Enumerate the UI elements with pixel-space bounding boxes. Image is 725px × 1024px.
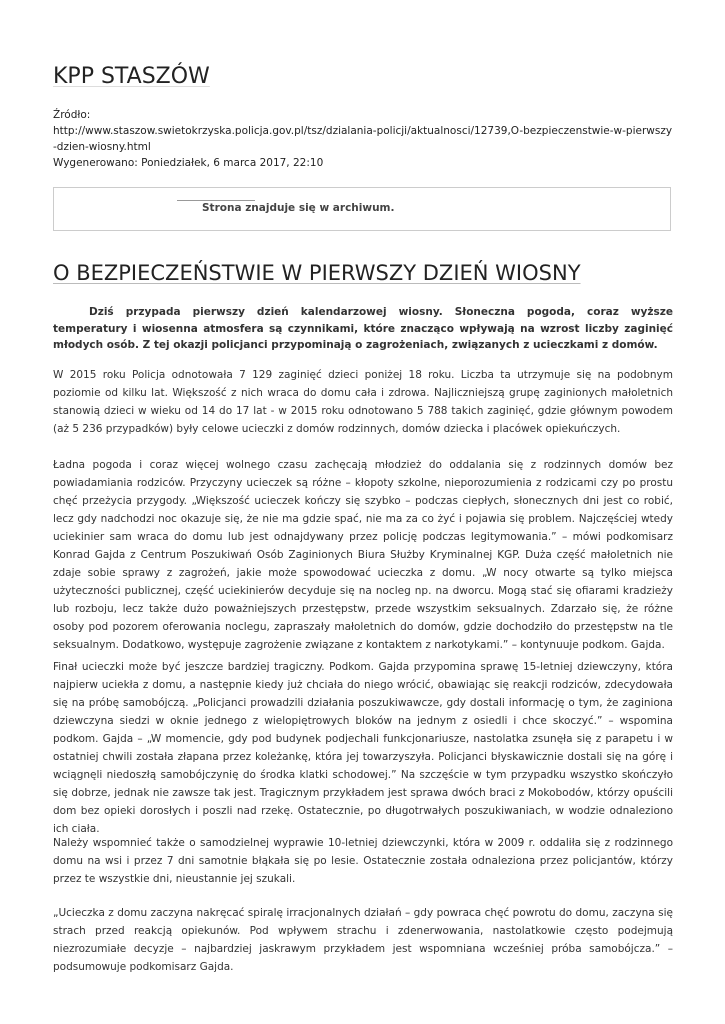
article-paragraph-4: Należy wspomnieć także o samodzielnej wyprawie 10-letniej dziewczynki, która w 2009 r. oddaliła się z rodzinnego domu na wsi i przez 7 dni samotnie błąkała się po lesie. Ostatecznie została odnaleziona przez policjantów, którzy przez te wszystkie dni, nieustannie jej szukali. bbox=[53, 837, 673, 885]
source-metadata bbox=[53, 107, 675, 171]
source-url: http://www.staszow.swietokrzyska.policja.gov.pl/tsz/dzialania-policji/aktualnosci/12739,O-bezpieczenstwie-w-pierwszy-dzien-wiosny.html bbox=[53, 125, 673, 153]
article-paragraph-3: Finał ucieczki może być jeszcze bardziej tragiczny. Podkom. Gajda przypomina sprawę 15-letniej dziewczyny, która najpierw uciekła z domu, a następnie kiedy już chciała do niego wrócić, obawiając się reakcji rodziców, zdecydowała się na próbę samobójczą. „Policjanci prowadzili działania poszukiwawcze, gdy dostali informację o tym, że zaginiona dziewczyna siedzi w oknie jednego z wielopiętrowych bloków na jednym z osiedli i chce skoczyć.” – wspomina podkom. Gajda – „W momencie, gdy pod budynek podjechali funkcjonariusze, nastolatka zsunęła się z parapetu i w ostatniej chwili została złapana przez koleżankę, która jej towarzyszyła. Policjanci błyskawicznie dostali się na górę i wciągnęli niedoszłą samobójczynię do środka klatki schodowej.” Na szczęście w tym przypadku wszystko skończyło się dobrze, jednak nie zawsze tak jest. Tragicznym przykładem jest sprawa dwóch braci z Mokobodów, którzy opuścili dom bez opieki dorosłych i poszli nad rzekę. Ostatecznie, po długotrwałych poszukiwaniach, w wodzie odnaleziono ich ciała. bbox=[53, 661, 673, 835]
article-paragraph-1: W 2015 roku Policja odnotowała 7 129 zaginięć dzieci poniżej 18 roku. Liczba ta utrzymuje się na podobnym poziomie od kilku lat. Większość z nich wraca do domu cała i zdrowa. Najliczniejszą grupę zaginionych małoletnich stanowią dzieci w wieku od 14 do 17 lat - w 2015 roku odnotowano 5 788 takich zaginięć, gdzie głównym powodem (aż 5 236 przypadków) były celowe ucieczki z domów rodzinnych, domów dziecka i placówek opiekuńczych. bbox=[53, 369, 673, 435]
source-label: Źródło: bbox=[53, 109, 91, 121]
generated-timestamp: Wygenerowano: Poniedziałek, 6 marca 2017, 22:10 bbox=[53, 157, 324, 169]
article-lead: Dziś przypada pierwszy dzień kalendarzowej wiosny. Słoneczna pogoda, coraz wyższe temperatury i wiosenna atmosfera są czynnikami, które znacząco wpływają na wzrost liczby zaginięć młodych osób. Z tej okazji policjanci przypominają o zagrożeniach, związanych z ucieczkami z domów. bbox=[53, 306, 673, 351]
archive-notice-divider bbox=[177, 200, 255, 201]
archive-notice-text: Strona znajduje się w archiwum. bbox=[202, 202, 395, 214]
article-title: O BEZPIECZEŃSTWIE W PIERWSZY DZIEŃ WIOSNY bbox=[53, 261, 581, 285]
article-paragraph-5: „Ucieczka z domu zaczyna nakręcać spiralę irracjonalnych działań – gdy powraca chęć powrotu do domu, zaczyna się strach przed reakcją opiekunów. Pod wpływem strachu i zdenerwowania, nastolatkowie często podejmują niezrozumiałe decyzje – najbardziej jaskrawym przykładem jest wspomniana wcześniej próba samobójcza.” – podsumowuje podkomisarz Gajda. bbox=[53, 907, 673, 973]
site-title: KPP STASZÓW bbox=[53, 64, 210, 89]
archive-notice-box bbox=[53, 187, 671, 231]
article-paragraph-2: Ładna pogoda i coraz więcej wolnego czasu zachęcają młodzież do oddalania się z rodzinnych domów bez powiadamiania rodziców. Przyczyny ucieczek są różne – kłopoty szkolne, nieporozumienia z rodzicami czy po prostu chęć przeżycia przygody. „Większość ucieczek kończy się szybko – podczas ciepłych, słonecznych dni jest co robić, lecz gdy nadchodzi noc okazuje się, że nie ma gdzie spać, nie ma za co żyć i pojawia się problem. Najczęściej wtedy uciekinier sam wraca do domu lub jest odnajdywany przez policję podczas legitymowania.” – mówi podkomisarz Konrad Gajda z Centrum Poszukiwań Osób Zaginionych Biura Służby Kryminalnej KGP. Duża część małoletnich nie zdaje sobie sprawy z zagrożeń, jakie może spowodować ucieczka z domu. „W nocy otwarte są tylko miejsca użyteczności publicznej, część uciekinierów decyduje się na nocleg np. na dworcu. Mogą stać się ofiarami kradzieży lub rozboju, lecz także dużo poważniejszych przestępstw, przede wszystkim seksualnych. Zdarzało się, że różne osoby pod pozorem oferowania noclegu, zapraszały małoletnich do domów, gdzie dochodziło do przestępstw na tle seksualnym. Dodatkowo, występuje zagrożenie związane z kontaktem z narkotykami.” – kontynuuje podkom. Gajda. bbox=[53, 459, 673, 651]
